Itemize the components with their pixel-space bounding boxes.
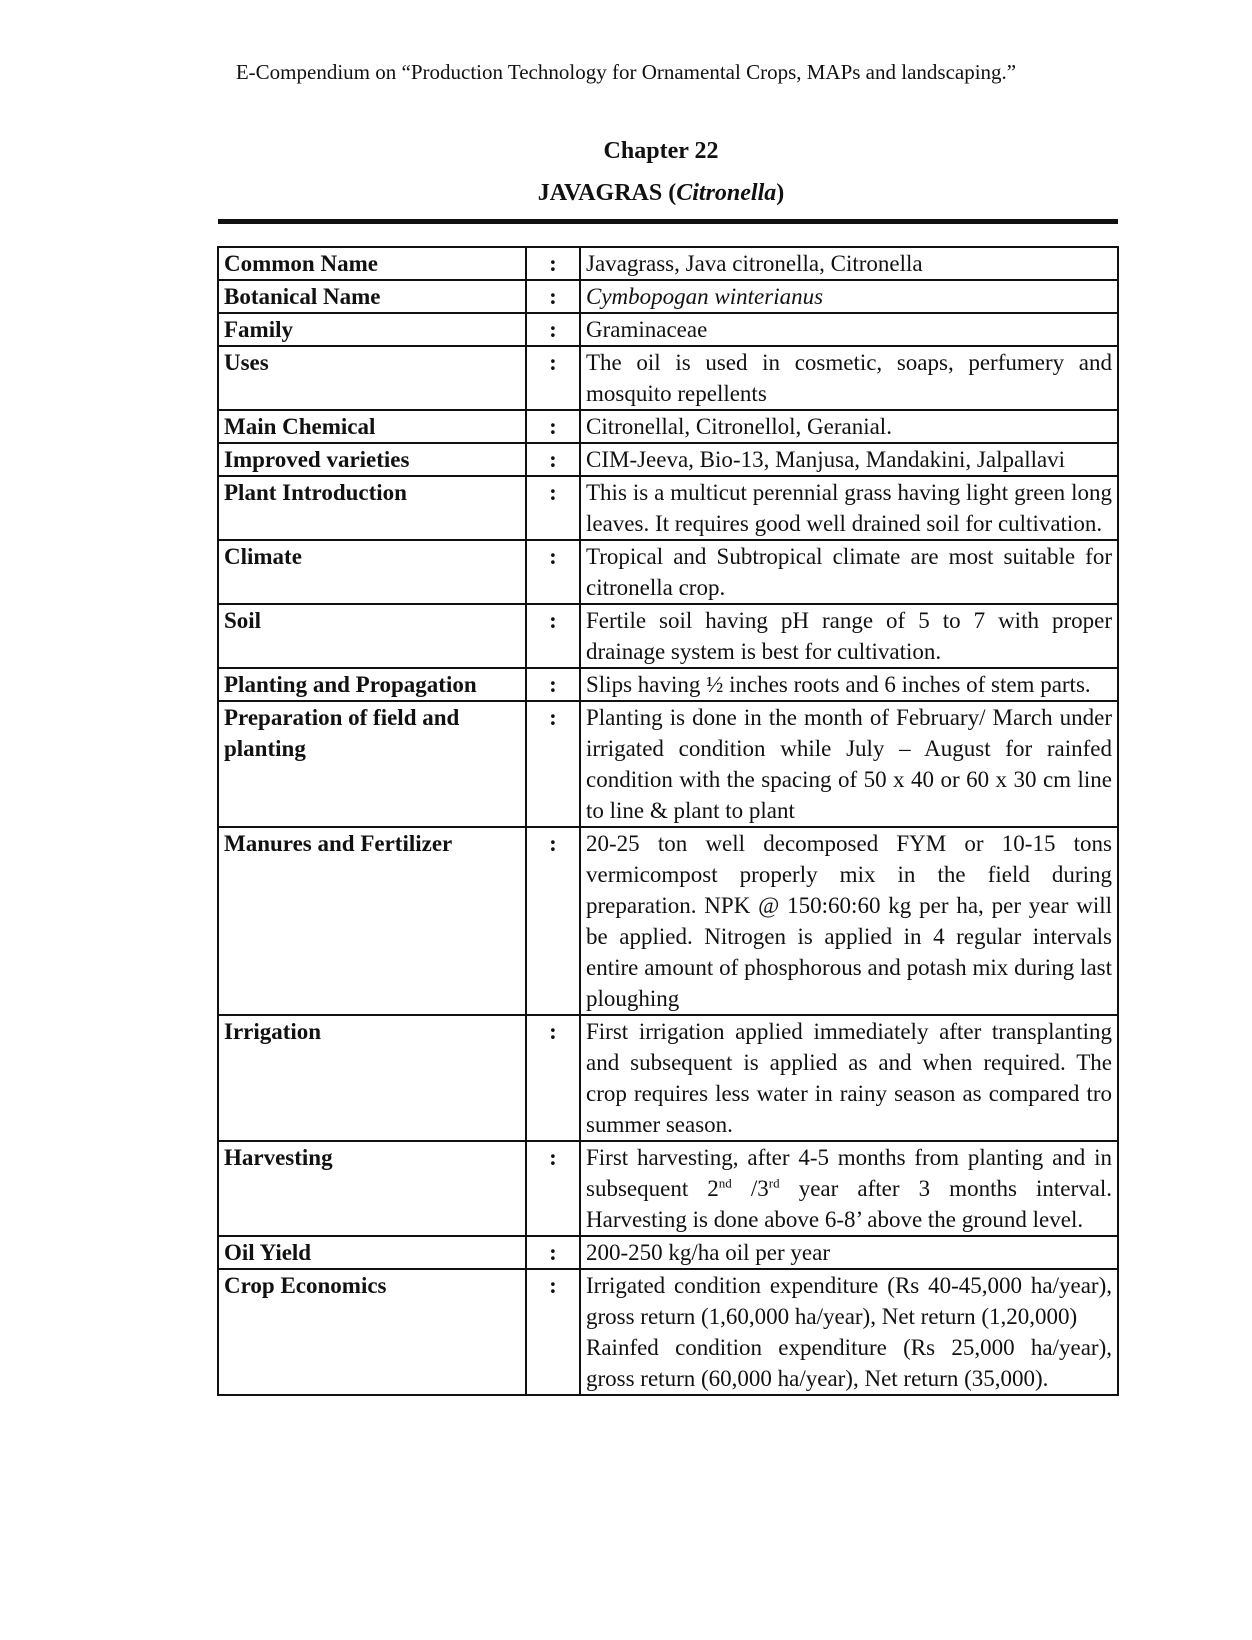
economics-irrigated: Irrigated condition expenditure (Rs 40-45,000 ha/year), gross return (1,60,000 ha/year), Net return (1,20,000) <box>586 1273 1112 1329</box>
row-value: 20-25 ton well decomposed FYM or 10-15 tons vermicompost properly mix in the field during preparation. NPK @ 150:60:60 kg per ha, per year will be applied. Nitrogen is applied in 4 regular intervals entire amount of phosphorous and potash mix during last ploughing <box>580 827 1118 1015</box>
row-separator: : <box>526 1141 580 1236</box>
row-separator: : <box>526 410 580 443</box>
row-separator: : <box>526 346 580 410</box>
row-value: Fertile soil having pH range of 5 to 7 with proper drainage system is best for cultivation. <box>580 604 1118 668</box>
harvest-text-post: year after 3 months interval. Harvesting is done above 6-8’ above the ground level. <box>586 1176 1112 1232</box>
row-separator: : <box>526 827 580 1015</box>
row-separator: : <box>526 476 580 540</box>
row-label: Family <box>218 313 526 346</box>
row-label: Botanical Name <box>218 280 526 313</box>
harvest-text-mid: /3 <box>731 1176 769 1201</box>
row-label: Manures and Fertilizer <box>218 827 526 1015</box>
row-value: The oil is used in cosmetic, soaps, perfumery and mosquito repellents <box>580 346 1118 410</box>
row-label: Main Chemical <box>218 410 526 443</box>
row-separator: : <box>526 1236 580 1269</box>
row-value: Javagrass, Java citronella, Citronella <box>580 247 1118 280</box>
row-value: CIM-Jeeva, Bio-13, Manjusa, Mandakini, Jalpallavi <box>580 443 1118 476</box>
row-label: Common Name <box>218 247 526 280</box>
harvest-text-pre: First harvesting, after 4-5 months from planting and in subsequent 2 <box>586 1145 1112 1201</box>
superscript-nd: nd <box>718 1175 732 1191</box>
superscript-rd: rd <box>768 1175 780 1191</box>
row-label: Oil Yield <box>218 1236 526 1269</box>
row-separator: : <box>526 1015 580 1141</box>
table-row <box>218 540 1118 604</box>
table-row <box>218 701 1118 827</box>
row-label: Crop Economics <box>218 1269 526 1395</box>
title-italic: Citronella <box>676 180 777 206</box>
table-row <box>218 1015 1118 1141</box>
row-separator: : <box>526 668 580 701</box>
row-value <box>580 1269 1118 1395</box>
row-separator: : <box>526 540 580 604</box>
table-row <box>218 827 1118 1015</box>
row-label: Irrigation <box>218 1015 526 1141</box>
row-label: Planting and Propagation <box>218 668 526 701</box>
row-separator: : <box>526 443 580 476</box>
row-value: Citronellal, Citronellol, Geranial. <box>580 410 1118 443</box>
row-separator: : <box>526 701 580 827</box>
table-row <box>218 280 1118 313</box>
row-separator: : <box>526 1269 580 1395</box>
row-separator: : <box>526 247 580 280</box>
row-separator: : <box>526 280 580 313</box>
row-separator: : <box>526 604 580 668</box>
row-label: Preparation of field and planting <box>218 701 526 827</box>
row-value: 200-250 kg/ha oil per year <box>580 1236 1118 1269</box>
row-separator: : <box>526 313 580 346</box>
row-value: Slips having ½ inches roots and 6 inches of stem parts. <box>580 668 1118 701</box>
table-row <box>218 346 1118 410</box>
row-value: Cymbopogan winterianus <box>580 280 1118 313</box>
row-label: Soil <box>218 604 526 668</box>
table-row <box>218 313 1118 346</box>
title-rule <box>218 219 1118 224</box>
table-row <box>218 1236 1118 1269</box>
table-row <box>218 1269 1118 1395</box>
table-row <box>218 668 1118 701</box>
crop-info-table <box>217 246 1119 1396</box>
table-row <box>218 476 1118 540</box>
row-value: Tropical and Subtropical climate are most suitable for citronella crop. <box>580 540 1118 604</box>
running-header: E-Compendium on “Production Technology for Ornamental Crops, MAPs and landscaping.” <box>235 60 1017 84</box>
row-label: Improved varieties <box>218 443 526 476</box>
row-label: Uses <box>218 346 526 410</box>
chapter-title <box>0 180 1252 207</box>
title-main: JAVAGRAS ( <box>537 180 677 206</box>
table-row <box>218 247 1118 280</box>
table-row <box>218 604 1118 668</box>
table-row <box>218 443 1118 476</box>
row-value: This is a multicut perennial grass having light green long leaves. It requires good well drained soil for cultivation. <box>580 476 1118 540</box>
row-value: Graminaceae <box>580 313 1118 346</box>
row-value: First irrigation applied immediately after transplanting and subsequent is applied as and when required. The crop requires less water in rainy season as compared tro summer season. <box>580 1015 1118 1141</box>
row-label: Climate <box>218 540 526 604</box>
economics-rainfed: Rainfed condition expenditure (Rs 25,000 ha/year), gross return (60,000 ha/year), Net return (35,000). <box>586 1335 1112 1391</box>
title-close: ) <box>776 180 785 206</box>
row-value: Planting is done in the month of February/ March under irrigated condition while July – August for rainfed condition with the spacing of 50 x 40 or 60 x 30 cm line to line & plant to plant <box>580 701 1118 827</box>
chapter-number: Chapter 22 <box>603 138 719 164</box>
row-value <box>580 1141 1118 1236</box>
table-row <box>218 410 1118 443</box>
row-label: Plant Introduction <box>218 476 526 540</box>
row-label: Harvesting <box>218 1141 526 1236</box>
table-row <box>218 1141 1118 1236</box>
